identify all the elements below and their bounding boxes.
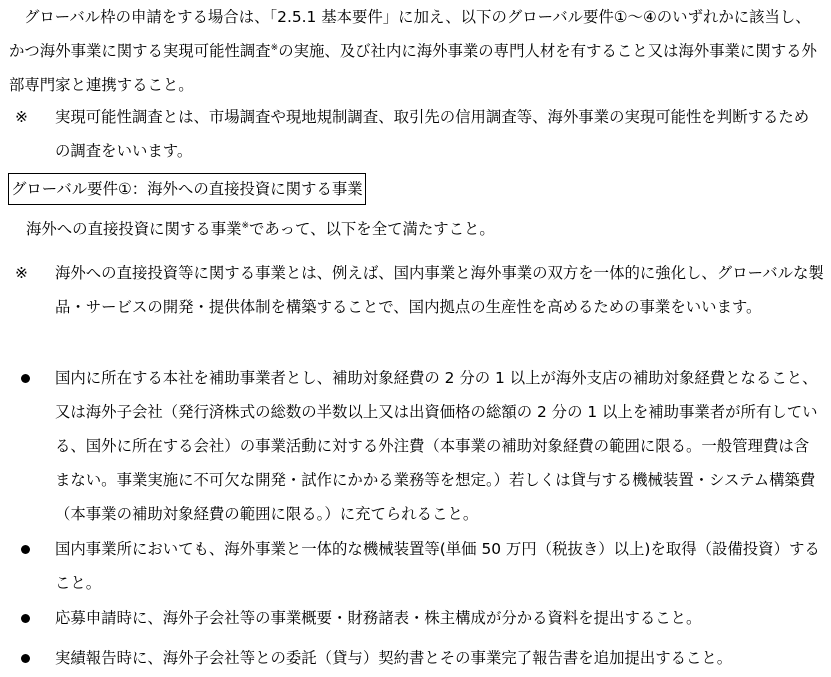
- list-item: [9, 601, 824, 635]
- bullet-icon: [21, 545, 30, 554]
- note-text: 海外への直接投資等に関する事業とは、例えば、国内事業と海外事業の双方を一体的に強化し、グローバルな製品・サービスの開発・提供体制を構築することで、国内拠点の生産性を高めるための事業をいいます。: [55, 264, 824, 316]
- list-item-text: 実績報告時に、海外子会社等との委託（貸与）契約書とその事業完了報告書を追加提出すること。: [55, 649, 733, 667]
- bullet-icon: [21, 654, 30, 663]
- intro-text-part1: グローバル枠の申請をする場合は、「2.5.1 基本要件」に加え、以下のグローバル要件①～④のいずれかに該当し、かつ海外事業に関する実現可能性調査: [9, 8, 811, 60]
- intro-text-part2: の実施、及び社内に海外事業の専門人材を有すること又は海外事業に関する外部専門家と連携すること。: [9, 42, 817, 94]
- bullet-icon: [21, 614, 30, 623]
- lead-paragraph: [26, 212, 824, 246]
- direct-investment-note: [9, 256, 824, 324]
- list-item-text: 国内に所在する本社を補助事業者とし、補助対象経費の 2 分の 1 以上が海外支店の補助対象経費となること、又は海外子会社（発行済株式の総数の半数以上又は出資価格の総額の 2 分の 1 以上を補助事業者が所有している、国外に所在する会社）の事業活動に対する外注費（本事業の補助対象経費の範囲に限る。一般管理費は含まない。事業実施に不可欠な開発・試作にかかる業務等を想定。）若しくは貸与する機械装置・システム構築費（本事業の補助対象経費の範囲に限る。）に充てられること。: [55, 369, 818, 523]
- note-mark: ※: [15, 264, 28, 282]
- intro-paragraph: [9, 0, 824, 102]
- note-mark: ※: [15, 108, 28, 126]
- bullet-icon: [21, 374, 30, 383]
- lead-text-part1: 海外への直接投資に関する事業: [26, 220, 242, 238]
- intro-note-mark: ※: [270, 43, 279, 53]
- list-item: [9, 641, 824, 675]
- list-item: [9, 361, 824, 531]
- list-item-text: 応募申請時に、海外子会社等の事業概要・財務諸表・株主構成が分かる資料を提出すること。: [55, 609, 702, 627]
- note-text: 実現可能性調査とは、市場調査や現地規制調査、取引先の信用調査等、海外事業の実現可能性を判断するための調査をいいます。: [55, 108, 810, 160]
- section-heading: [8, 173, 366, 205]
- list-item: [9, 532, 824, 600]
- lead-text-part2: であって、以下を全て満たすこと。: [249, 220, 495, 238]
- section-heading-text: グローバル要件①：海外への直接投資に関する事業: [11, 180, 363, 198]
- feasibility-study-note: [9, 100, 824, 168]
- lead-note-mark: ※: [241, 221, 250, 231]
- list-item-text: 国内事業所においても、海外事業と一体的な機械装置等(単価 50 万円（税抜き）以上)を取得（設備投資）すること。: [55, 540, 820, 592]
